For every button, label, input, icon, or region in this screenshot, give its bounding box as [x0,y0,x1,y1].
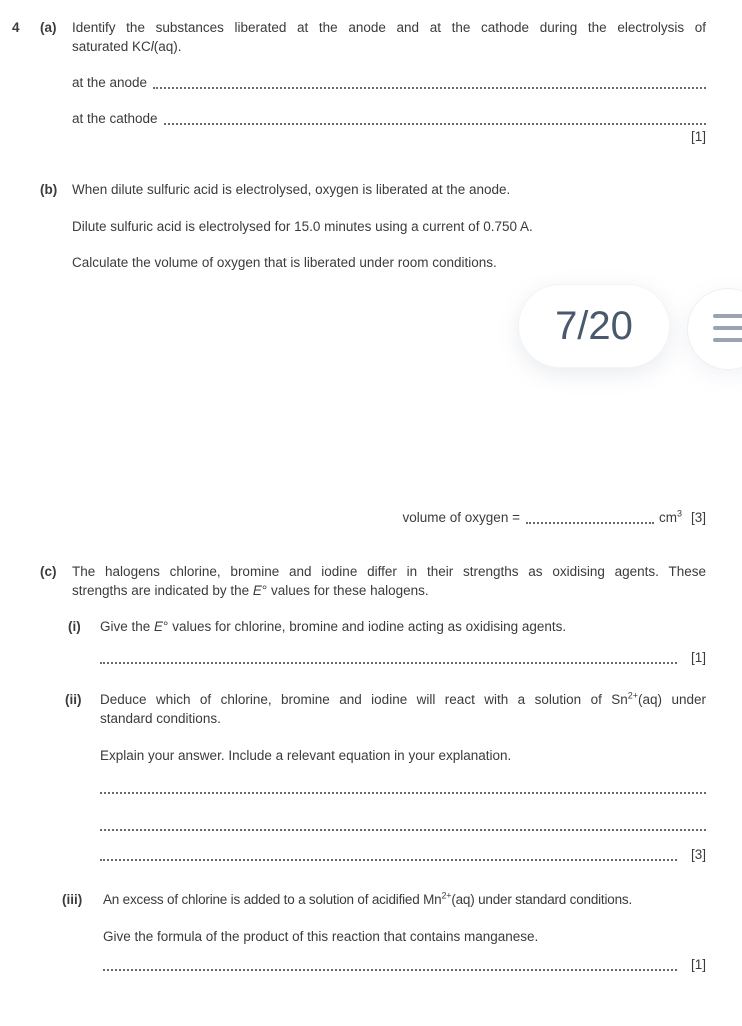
sub-ii-marks: [3] [690,847,706,862]
sub-iii-text-line1: An excess of chlorine is added to a solution of acidified $Mn^{2+}(aq)$ under standard conditions. [103,890,632,907]
sub-iii-text-line2: Give the formula of the product of this reaction that contains manganese. [103,929,539,944]
part-c-label: (c) [40,564,57,579]
sub-ii-label: (ii) [65,692,82,707]
part-b-label: (b) [40,182,58,197]
part-a-label: (a) [40,20,57,35]
answer-dotted-line [526,522,654,524]
part-a-marks: [1] [690,129,706,144]
answer-dotted-line [100,778,706,794]
sub-i-marks: [1] [690,650,706,665]
sub-iii-answer-row [103,956,706,974]
sub-i-answer-row [100,649,706,667]
page-indicator-label: 7/20 [555,303,633,348]
question-number: 4 [12,20,20,35]
answer-dotted-line [164,123,706,125]
part-b-marks: [3] [690,510,706,525]
answer-dotted-line [100,662,677,664]
volume-answer-unit: $cm^3$ [658,508,682,525]
cathode-answer-row [72,110,706,128]
part-b-text-line3: Calculate the volume of oxygen that is liberated under room conditions. [72,255,497,270]
sub-iii-label: (iii) [62,892,83,907]
part-a-text-line1: Identify the substances liberated at the anode and at the cathode during the electrolysis of [72,20,706,35]
part-c-text-line2: strengths are indicated by the E° values for these halogens. [72,583,429,598]
page-indicator-button[interactable] [518,284,670,368]
part-a-text-line2: saturated KCl(aq). [72,39,182,54]
sub-ii-text-line3: Explain your answer. Include a relevant equation in your explanation. [100,748,512,763]
part-b-text-line2: Dilute sulfuric acid is electrolysed for 15.0 minutes using a current of 0.750 A. [72,219,533,234]
cathode-label: at the cathode [72,111,158,126]
part-c-text-line1: The halogens chlorine, bromine and iodine differ in their strengths as oxidising agents. These [72,564,706,579]
answer-dotted-line [100,859,677,861]
sub-ii-answer-row [100,846,706,864]
volume-answer-prefix: volume of oxygen = [402,510,520,525]
sub-i-text: Give the E° values for chlorine, bromine and iodine acting as oxidising agents. [100,619,567,634]
menu-button[interactable] [687,288,742,370]
sub-ii-text-line2: standard conditions. [100,711,221,726]
anode-answer-row [72,74,706,92]
anode-label: at the anode [72,75,148,90]
part-b-text-line1: When dilute sulfuric acid is electrolysed, oxygen is liberated at the anode. [72,182,511,197]
answer-dotted-line [100,815,706,831]
answer-dotted-line [153,87,706,89]
sub-ii-text-line1: Deduce which of chlorine, bromine and iodine will react with a solution of $Sn^{2+}(aq)$ under [100,690,706,707]
sub-i-label: (i) [68,619,81,634]
answer-dotted-line [103,969,677,971]
volume-answer-row [403,509,706,527]
sub-iii-marks: [1] [690,957,706,972]
